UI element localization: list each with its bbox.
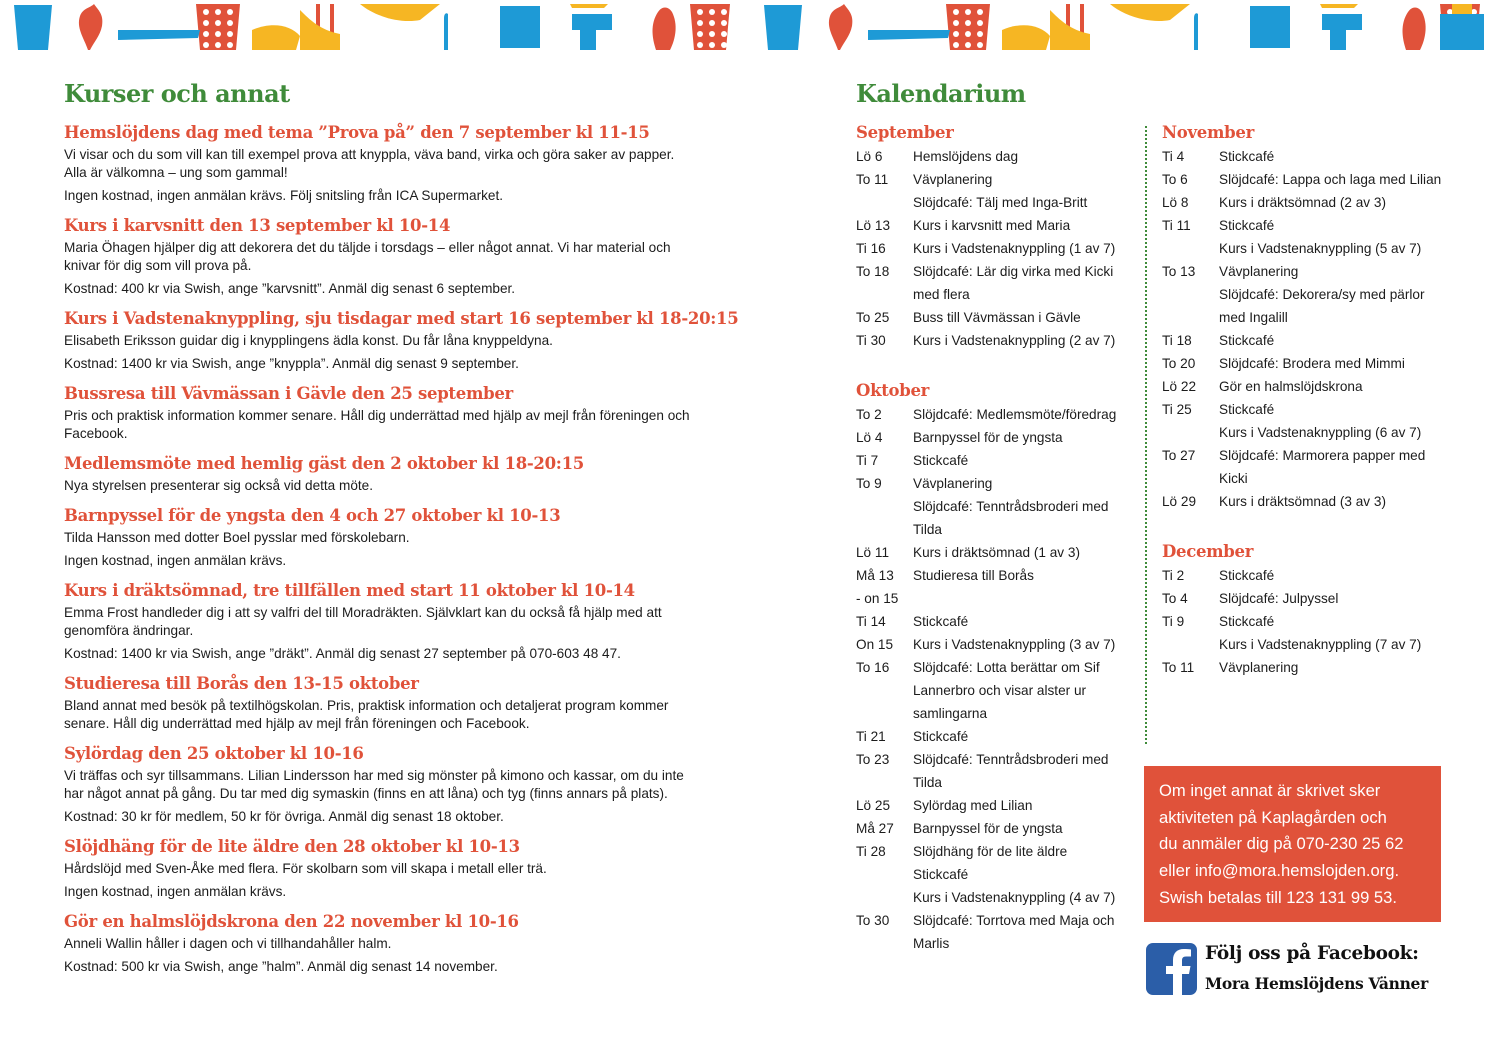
entry-text: Slöjdcafé: Lotta berättar om Sif Lannerbro och visar alster ur samlingarna — [913, 660, 1100, 721]
course-description: Nya styrelsen presenterar sig också vid detta möte. — [64, 478, 374, 493]
info-line: du anmäler dig på 070-230 25 62 — [1159, 834, 1404, 854]
calendar-entry — [856, 449, 1131, 472]
info-box — [1144, 766, 1441, 922]
calendar-entry — [1162, 237, 1447, 260]
entry-text: Vävplanering — [1219, 660, 1299, 675]
dot-shape — [965, 42, 971, 48]
dot-shape — [227, 20, 233, 26]
calendar-entry — [1162, 421, 1447, 444]
dot-shape — [203, 9, 209, 15]
course-title: Hemslöjdens dag med tema ”Prova på” den 7 september kl 11-15 — [64, 123, 650, 142]
calendar-entry — [1162, 610, 1447, 633]
dot-shape — [965, 31, 971, 37]
dot-shape — [953, 20, 959, 26]
course-note: Kostnad: 400 kr via Swish, ange ”karvsnitt”. Anmäl dig senast 6 september. — [64, 281, 516, 296]
calendar-entry — [856, 329, 1131, 352]
course-title: Bussresa till Vävmässan i Gävle den 25 september — [64, 384, 513, 403]
entry-text: Kurs i Vadstenaknyppling (3 av 7) — [913, 637, 1116, 652]
entry-day: To 16 — [856, 660, 890, 675]
wedge-shape — [360, 4, 440, 21]
entry-day: Må 13 — [856, 568, 894, 583]
entry-text: Stickcafé — [1219, 218, 1275, 233]
entry-text: Slöjdcafé: Brodera med Mimmi — [1219, 356, 1405, 371]
entry-day — [856, 886, 913, 909]
calendar-entry — [856, 817, 1131, 840]
dot-shape — [977, 9, 983, 15]
entry-text: Kurs i dräktsömnad (1 av 3) — [913, 545, 1080, 560]
course-item — [64, 742, 694, 826]
entry-day — [1162, 237, 1219, 260]
calendar-entry — [1162, 633, 1447, 656]
entry-text: Gör en halmslöjdskrona — [1219, 379, 1363, 394]
entry-day: To 11 — [856, 172, 889, 187]
hook-shape — [572, 14, 612, 50]
calendar-entry — [856, 794, 1131, 817]
dot-shape — [953, 42, 959, 48]
entry-text: Slöjdcafé: Lappa och laga med Lilian — [1219, 172, 1442, 187]
calendar-entry — [856, 610, 1131, 633]
calendar-entry — [1162, 191, 1447, 214]
dot-shape — [709, 42, 715, 48]
dot-shape — [227, 31, 233, 37]
course-title: Barnpyssel för de yngsta den 4 och 27 oktober kl 10-13 — [64, 506, 561, 525]
entry-text: Studieresa till Borås — [913, 568, 1034, 583]
entry-day: Må 27 — [856, 821, 894, 836]
spoon-shape — [653, 8, 676, 51]
facebook-icon[interactable] — [1146, 943, 1197, 995]
info-line: eller info@mora.hemslojden.org. — [1159, 861, 1400, 881]
entry-day: Ti 21 — [856, 729, 886, 744]
calendar-entry — [856, 725, 1131, 748]
calendar-entry — [856, 306, 1131, 329]
dot-shape — [203, 31, 209, 37]
entry-text: Sylördag med Lilian — [913, 798, 1033, 813]
dot-shape — [697, 31, 703, 37]
courses-list — [64, 121, 739, 985]
spoon-shape — [829, 4, 852, 50]
dot-shape — [697, 9, 703, 15]
bar-shape — [1320, 4, 1358, 8]
cup-shape — [14, 5, 52, 50]
entry-day: To 18 — [856, 264, 890, 279]
entry-text: Kurs i dräktsömnad (2 av 3) — [1219, 195, 1386, 210]
column-divider — [1145, 126, 1147, 744]
entry-text: Kurs i karvsnitt med Maria — [913, 218, 1071, 233]
entry-day — [856, 495, 913, 541]
entry-day — [856, 191, 913, 214]
dot-shape — [215, 31, 221, 37]
info-line: Om inget annat är skrivet sker — [1159, 781, 1381, 800]
calendar-entry — [856, 191, 1131, 214]
dot-shape — [965, 20, 971, 26]
entry-text: Stickcafé — [913, 614, 969, 629]
entry-text: Slöjdcafé: Dekorera/sy med pärlor med Ingalill — [1219, 287, 1425, 325]
course-title: Medlemsmöte med hemlig gäst den 2 oktober kl 18-20:15 — [64, 454, 584, 473]
entry-text: Kurs i Vadstenaknyppling (1 av 7) — [913, 241, 1116, 256]
dot-shape — [977, 42, 983, 48]
entry-day: Ti 7 — [856, 453, 879, 468]
dot-shape — [721, 20, 727, 26]
month-heading: November — [1162, 123, 1254, 142]
entry-text: Kurs i Vadstenaknyppling (6 av 7) — [1219, 425, 1422, 440]
entry-day — [1162, 633, 1219, 656]
dot-shape — [709, 31, 715, 37]
entry-text: Vävplanering — [1219, 264, 1299, 279]
dot-shape — [215, 20, 221, 26]
courses-heading: Kurser och annat — [64, 79, 290, 108]
course-title: Kurs i dräktsömnad, tre tillfällen med start 11 oktober kl 10-14 — [64, 581, 635, 600]
entry-text: Slöjdcafé: Tenntrådsbroderi med Tilda — [913, 752, 1109, 790]
course-note: Ingen kostnad, ingen anmälan krävs. — [64, 553, 287, 568]
calendar-entry — [1162, 564, 1447, 587]
entry-day: Lö 11 — [856, 545, 890, 560]
course-item — [64, 382, 694, 443]
calendar-entry — [1162, 352, 1447, 375]
calendar-entry — [1162, 490, 1447, 513]
course-item — [64, 910, 694, 976]
entry-day — [1162, 421, 1219, 444]
entry-text: Vävplanering — [913, 172, 993, 187]
entry-day — [856, 863, 913, 886]
entry-text: Kurs i dräktsömnad (3 av 3) — [1219, 494, 1386, 509]
calendar-entry — [1162, 587, 1447, 610]
entry-day: Lö 29 — [1162, 494, 1197, 509]
entry-text: Stickcafé — [1219, 568, 1275, 583]
calendar-column-right — [1162, 121, 1447, 679]
dot-shape — [953, 9, 959, 15]
course-description: Vi träffas och syr tillsammans. Lilian Lindersson har med sig mönster på kimono och kassar, om du inte har något annat på gång. Du tar med dig symaskin (finns en att låna) och tyg (finns annars på plats). — [64, 768, 684, 801]
entry-text: Stickcafé — [1219, 149, 1275, 164]
info-line: aktiviteten på Kaplagården och — [1159, 807, 1387, 827]
course-note: Kostnad: 500 kr via Swish, ange ”halm”. Anmäl dig senast 14 november. — [64, 959, 498, 974]
entry-text: Stickcafé — [913, 867, 969, 882]
calendar-entry — [1162, 444, 1447, 490]
course-item — [64, 579, 694, 663]
course-item — [64, 504, 694, 570]
course-description: Bland annat med besök på textilhögskolan. Pris, praktisk information och detaljerat program kommer senare. Håll dig underrättad med hjälp av mejl från föreningen och Facebook. — [64, 698, 669, 731]
bar-shape — [570, 4, 608, 8]
block-shape — [500, 6, 540, 48]
month-heading: September — [856, 123, 954, 142]
entry-text: Barnpyssel för de yngsta — [913, 430, 1063, 445]
entry-day: Lö 22 — [1162, 379, 1197, 394]
entry-text: Stickcafé — [1219, 333, 1275, 348]
course-title: Studieresa till Borås den 13-15 oktober — [64, 674, 419, 693]
course-note: Kostnad: 1400 kr via Swish, ange ”knyppla”. Anmäl dig senast 9 september. — [64, 356, 519, 371]
entry-text: Stickcafé — [1219, 402, 1275, 417]
course-item — [64, 835, 694, 901]
calendar-entry — [1162, 168, 1447, 191]
entry-text: Stickcafé — [913, 453, 969, 468]
entry-text: Vävplanering — [913, 476, 993, 491]
entry-day: To 23 — [856, 752, 890, 767]
course-title: Gör en halmslöjdskrona den 22 november kl 10-16 — [64, 912, 519, 931]
entry-text: Kurs i Vadstenaknyppling (7 av 7) — [1219, 637, 1422, 652]
course-note: Ingen kostnad, ingen anmälan krävs. — [64, 884, 287, 899]
facebook-follow-text: Följ oss på Facebook: — [1205, 943, 1419, 964]
course-item — [64, 672, 694, 733]
course-item — [64, 452, 694, 495]
info-line: Swish betalas till 123 131 99 53. — [1159, 887, 1398, 907]
block-shape — [1440, 14, 1484, 50]
course-title: Kurs i karvsnitt den 13 september kl 10-14 — [64, 216, 451, 235]
course-item — [64, 121, 694, 205]
dot-shape — [709, 20, 715, 26]
entry-day: - on 15 — [856, 591, 899, 606]
entry-text: Slöjdcafé: Tälj med Inga-Britt — [913, 195, 1088, 210]
course-title: Kurs i Vadstenaknyppling, sju tisdagar med start 16 september kl 18-20:15 — [64, 309, 739, 328]
entry-day: Lö 6 — [856, 149, 883, 164]
dot-shape — [721, 31, 727, 37]
calendar-entry — [856, 633, 1131, 656]
entry-day: Lö 13 — [856, 218, 891, 233]
dot-shape — [953, 31, 959, 37]
glove-shape — [1002, 25, 1050, 50]
month-heading: December — [1162, 542, 1254, 561]
cup-shape — [764, 5, 802, 50]
decorative-banner — [0, 0, 1500, 54]
entry-day: To 9 — [856, 476, 882, 491]
knife-shape — [868, 30, 950, 40]
entry-text: Stickcafé — [913, 729, 969, 744]
calendar-entry — [856, 909, 1131, 955]
dot-shape — [227, 9, 233, 15]
entry-text: Kurs i Vadstenaknyppling (2 av 7) — [913, 333, 1116, 348]
facebook-page-name[interactable]: Mora Hemslöjdens Vänner — [1205, 974, 1428, 993]
entry-text: Kurs i Vadstenaknyppling (5 av 7) — [1219, 241, 1422, 256]
entry-day: To 11 — [1162, 660, 1195, 675]
entry-text: Slöjdcafé: Julpyssel — [1219, 591, 1339, 606]
course-note: Ingen kostnad, ingen anmälan krävs. Följ snitsling från ICA Supermarket. — [64, 188, 504, 203]
entry-text: Slöjdcafé: Tenntrådsbroderi med Tilda — [913, 499, 1109, 537]
dot-shape — [709, 9, 715, 15]
glove-shape — [252, 25, 300, 50]
entry-day: Ti 18 — [1162, 333, 1192, 348]
entry-day: Ti 2 — [1162, 568, 1185, 583]
entry-day: Lö 25 — [856, 798, 891, 813]
calendar-entry — [1162, 656, 1447, 679]
course-description: Emma Frost handleder dig i att sy valfri del till Moradräkten. Självklart kan du också få hjälp med att genomföra ändringar. — [64, 605, 662, 638]
calendar-entry — [856, 840, 1131, 863]
dot-shape — [977, 31, 983, 37]
calendar-column-left — [856, 121, 1131, 955]
entry-text: Hemslöjdens dag — [913, 149, 1019, 164]
entry-day: Ti 28 — [856, 844, 886, 859]
entry-day: Ti 25 — [1162, 402, 1192, 417]
facebook-promo[interactable] — [1146, 943, 1466, 997]
needle-shape — [1194, 13, 1198, 50]
entry-text: Slöjdcafé: Medlemsmöte/föredrag — [913, 407, 1117, 422]
dot-shape — [215, 42, 221, 48]
course-description: Anneli Wallin håller i dagen och vi tillhandahåller halm. — [64, 936, 392, 951]
entry-text: Slöjdcafé: Torrtova med Maja och Marlis — [913, 913, 1115, 951]
wedge-shape — [1110, 4, 1190, 21]
calendar-entry — [856, 541, 1131, 564]
dot-shape — [697, 42, 703, 48]
dot-shape — [203, 20, 209, 26]
entry-text: Buss till Vävmässan i Gävle — [913, 310, 1081, 325]
course-title: Sylördag den 25 oktober kl 10-16 — [64, 744, 364, 763]
calendar-heading: Kalendarium — [856, 79, 1026, 108]
spoon-shape — [79, 4, 102, 50]
entry-text: Barnpyssel för de yngsta — [913, 821, 1063, 836]
course-description: Hårdslöjd med Sven-Åke med flera. För skolbarn som vill skapa i metall eller trä. — [64, 861, 547, 876]
entry-day: To 30 — [856, 913, 890, 928]
knife-shape — [118, 30, 200, 40]
calendar-entry — [1162, 398, 1447, 421]
calendar-entry — [1162, 283, 1447, 329]
course-description: Elisabeth Eriksson guidar dig i knypplingens ädla konst. Du får låna knyppeldyna. — [64, 333, 553, 348]
course-description: Vi visar och du som vill kan till exempel prova att knyppla, väva band, virka och göra saker av papper. Alla är välkomna – ung som gammal! — [64, 147, 675, 180]
calendar-entry — [856, 495, 1131, 541]
calendar-entry — [856, 426, 1131, 449]
entry-day: To 2 — [856, 407, 882, 422]
calendar-entry — [856, 564, 1131, 587]
calendar-entry — [1162, 214, 1447, 237]
calendar-entry — [856, 656, 1131, 725]
calendar-entry — [856, 863, 1131, 886]
dot-shape — [697, 20, 703, 26]
dot-shape — [203, 42, 209, 48]
calendar-entry — [856, 748, 1131, 794]
entry-day: On 15 — [856, 637, 894, 652]
dot-shape — [965, 9, 971, 15]
calendar-entry — [1162, 329, 1447, 352]
entry-day: To 20 — [1162, 356, 1196, 371]
dot-shape — [227, 42, 233, 48]
entry-day: Lö 8 — [1162, 195, 1189, 210]
calendar-entry — [856, 260, 1131, 306]
calendar-entry — [856, 145, 1131, 168]
block-shape — [1250, 6, 1290, 48]
spoon-shape — [1403, 8, 1426, 51]
dot-shape — [215, 9, 221, 15]
entry-text — [913, 587, 1131, 610]
calendar-entry — [856, 214, 1131, 237]
entry-day: Ti 30 — [856, 333, 886, 348]
entry-day: Ti 16 — [856, 241, 886, 256]
entry-text: Slöjdcafé: Marmorera papper med Kicki — [1219, 448, 1426, 486]
calendar-entry — [856, 886, 1131, 909]
bar-shape — [1452, 4, 1472, 14]
needle-shape — [444, 13, 448, 50]
entry-day: Lö 4 — [856, 430, 883, 445]
entry-day: To 6 — [1162, 172, 1188, 187]
dot-shape — [721, 9, 727, 15]
calendar-entry — [856, 237, 1131, 260]
course-description: Maria Öhagen hjälper dig att dekorera det du täljde i torsdags – eller något annat. Vi har material och knivar för dig som vill prova på. — [64, 240, 671, 273]
entry-day: To 27 — [1162, 448, 1196, 463]
entry-text: Stickcafé — [1219, 614, 1275, 629]
calendar-entry — [856, 472, 1131, 495]
course-description: Tilda Hansson med dotter Boel pysslar med förskolebarn. — [64, 530, 410, 545]
course-title: Slöjdhäng för de lite äldre den 28 oktober kl 10-13 — [64, 837, 520, 856]
course-item — [64, 307, 739, 373]
entry-text: Slöjdhäng för de lite äldre — [913, 844, 1068, 859]
entry-day: To 4 — [1162, 591, 1188, 606]
calendar-entry — [1162, 375, 1447, 398]
month-heading: Oktober — [856, 381, 930, 400]
entry-day: To 13 — [1162, 264, 1196, 279]
entry-day: Ti 4 — [1162, 149, 1185, 164]
course-note: Kostnad: 30 kr för medlem, 50 kr för övriga. Anmäl dig senast 18 oktober. — [64, 809, 504, 824]
calendar-entry — [856, 403, 1131, 426]
dot-shape — [977, 20, 983, 26]
calendar-entry — [1162, 260, 1447, 283]
hook-shape — [1322, 14, 1362, 50]
course-note: Kostnad: 1400 kr via Swish, ange ”dräkt”. Anmäl dig senast 27 september på 070-603 48 47. — [64, 646, 621, 661]
calendar-entry — [856, 587, 1131, 610]
calendar-entry — [1162, 145, 1447, 168]
dot-shape — [721, 42, 727, 48]
entry-text: Slöjdcafé: Lär dig virka med Kicki med flera — [913, 264, 1114, 302]
entry-text: Kurs i Vadstenaknyppling (4 av 7) — [913, 890, 1116, 905]
entry-day — [1162, 283, 1219, 329]
entry-day: Ti 14 — [856, 614, 886, 629]
course-description: Pris och praktisk information kommer senare. Håll dig underrättad med hjälp av mejl från föreningen och Facebook. — [64, 408, 690, 441]
entry-day: To 25 — [856, 310, 890, 325]
entry-day: Ti 11 — [1162, 218, 1191, 233]
course-item — [64, 214, 694, 298]
entry-day: Ti 9 — [1162, 614, 1185, 629]
calendar-entry — [856, 168, 1131, 191]
